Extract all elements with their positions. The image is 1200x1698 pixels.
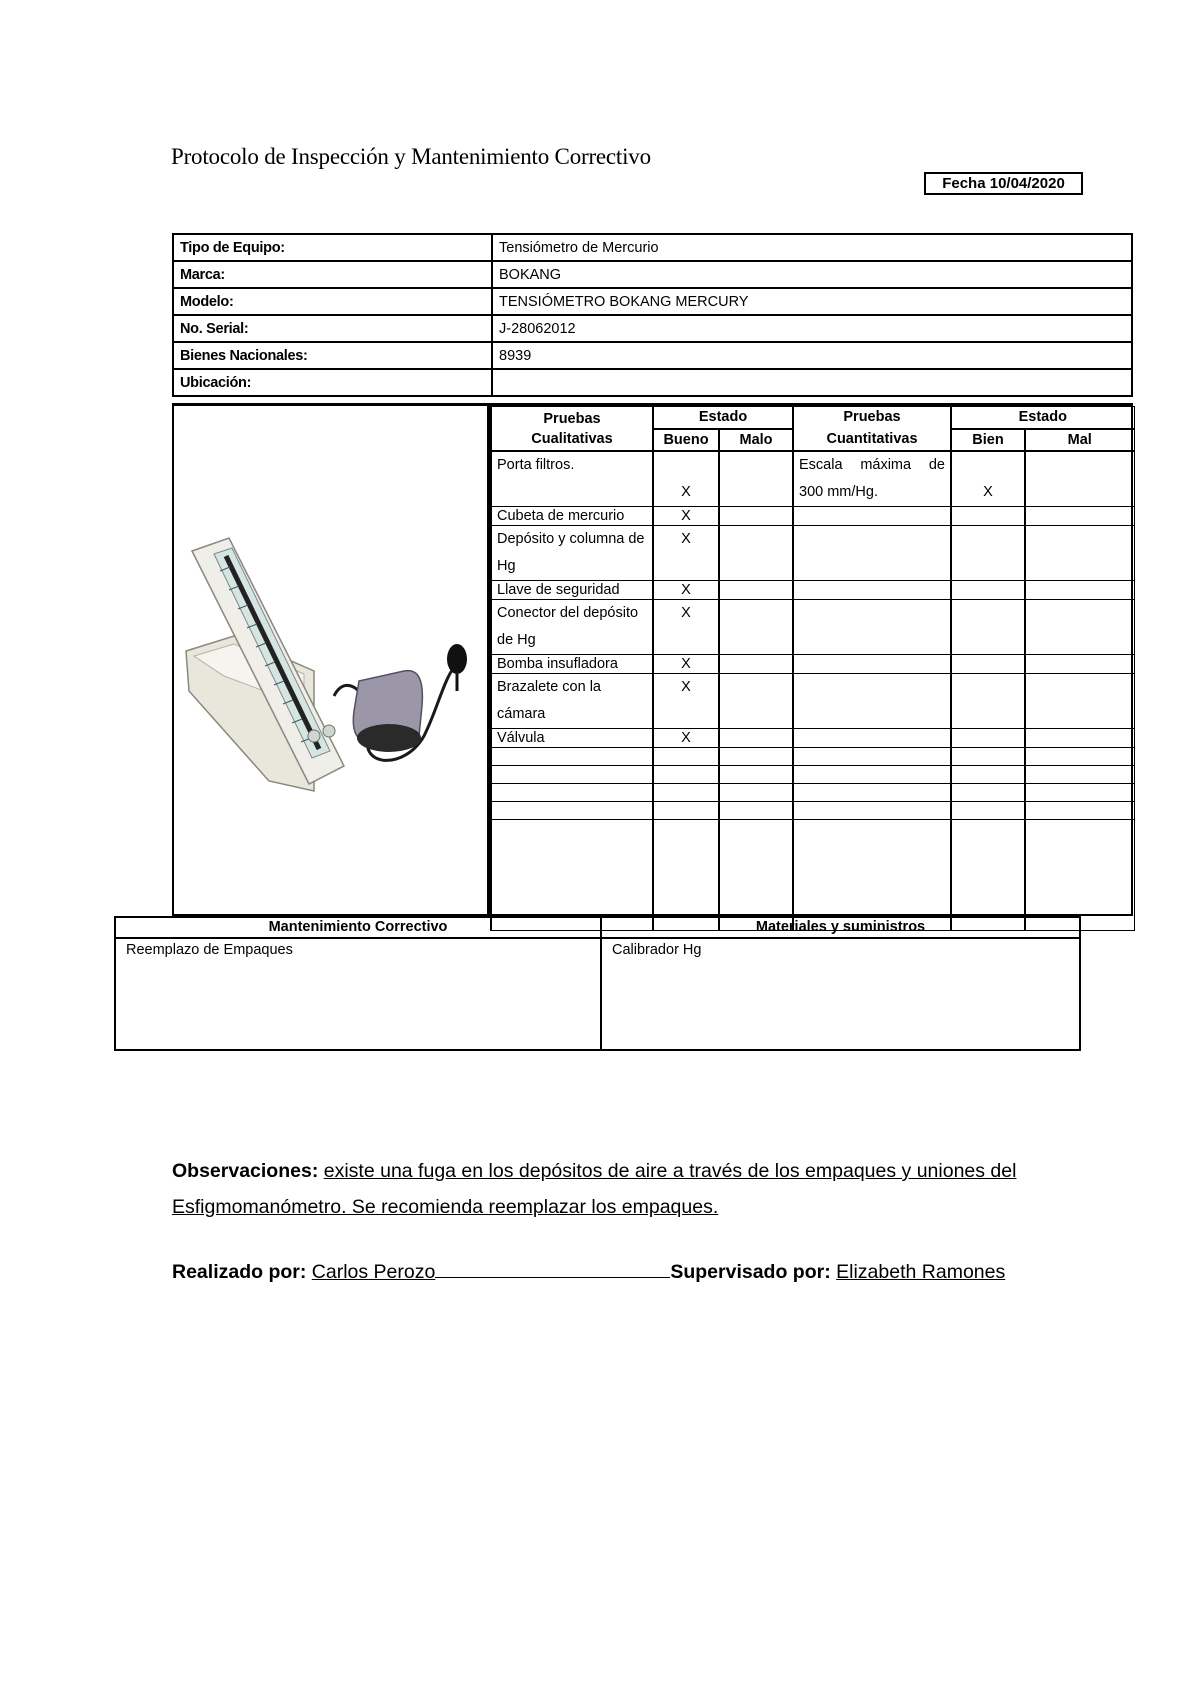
info-row	[173, 342, 1132, 369]
mal-mark	[1025, 526, 1134, 581]
observations-label: Observaciones:	[172, 1160, 319, 1182]
malo-mark	[719, 526, 793, 581]
pruebas-header: Pruebas	[793, 407, 951, 430]
info-label: Tipo de Equipo:	[173, 234, 492, 261]
bueno-mark: X	[653, 507, 719, 526]
mal-mark	[1025, 581, 1134, 600]
info-label: Ubicación:	[173, 369, 492, 396]
maintenance-value: Reemplazo de Empaques	[115, 938, 601, 1050]
signature-line	[435, 1257, 670, 1278]
table-row	[491, 600, 1134, 655]
mal-mark	[1025, 674, 1134, 729]
sphygmomanometer-image	[174, 406, 484, 917]
bien-mark	[951, 600, 1025, 655]
bueno-mark: X	[653, 581, 719, 600]
maintenance-table	[114, 916, 1081, 1051]
document-title: Protocolo de Inspección y Mantenimiento Correctivo	[171, 144, 651, 169]
quant-test	[793, 507, 951, 526]
empty-row	[491, 820, 1134, 931]
info-label: Modelo:	[173, 288, 492, 315]
tests-section	[172, 403, 1133, 916]
bien-mark	[951, 655, 1025, 674]
qual-test: Llave de seguridad	[491, 581, 653, 600]
observations	[172, 1153, 1052, 1225]
quant-test	[793, 655, 951, 674]
quant-test	[793, 729, 951, 748]
malo-mark	[719, 600, 793, 655]
supervisado-name: Elizabeth Ramones	[836, 1261, 1006, 1283]
supervisado-label: Supervisado por:	[670, 1261, 831, 1283]
info-row	[173, 234, 1132, 261]
tests-table	[490, 406, 1135, 931]
bueno-mark: X	[653, 674, 719, 729]
maintenance-header-row	[115, 917, 1080, 938]
materials-header: Materiales y suministros	[601, 917, 1080, 938]
info-value: Tensiómetro de Mercurio	[492, 234, 1132, 261]
bien-header: Bien	[951, 429, 1025, 451]
signatures	[172, 1257, 1005, 1284]
tests-header-row	[491, 407, 1134, 430]
quant-test	[793, 581, 951, 600]
bueno-mark: X	[653, 526, 719, 581]
bien-mark	[951, 507, 1025, 526]
info-label: Marca:	[173, 261, 492, 288]
mal-mark	[1025, 655, 1134, 674]
table-row	[491, 655, 1134, 674]
malo-mark	[719, 451, 793, 507]
malo-mark	[719, 507, 793, 526]
malo-mark	[719, 655, 793, 674]
quant-test	[793, 600, 951, 655]
empty-row	[491, 748, 1134, 766]
bueno-mark: X	[653, 729, 719, 748]
maintenance-body-row	[115, 938, 1080, 1050]
equipment-image-cell	[174, 406, 490, 914]
cualitativas-header: Cualitativas	[491, 429, 653, 451]
bien-mark	[951, 581, 1025, 600]
cuantitativas-header: Cuantitativas	[793, 429, 951, 451]
malo-mark	[719, 674, 793, 729]
quant-test	[793, 674, 951, 729]
info-value: TENSIÓMETRO BOKANG MERCURY	[492, 288, 1132, 315]
mal-mark	[1025, 507, 1134, 526]
qual-test: Cubeta de mercurio	[491, 507, 653, 526]
malo-mark	[719, 581, 793, 600]
qual-test: Depósito y columna de Hg	[491, 526, 653, 581]
qual-test: Brazalete con la cámara	[491, 674, 653, 729]
estado-header: Estado	[951, 407, 1134, 430]
qual-test: Porta filtros.	[491, 451, 653, 507]
info-row	[173, 315, 1132, 342]
empty-row	[491, 784, 1134, 802]
qual-test: Conector del depósito de Hg	[491, 600, 653, 655]
table-row	[491, 451, 1134, 507]
date-box: Fecha 10/04/2020	[924, 172, 1083, 195]
bien-mark	[951, 526, 1025, 581]
info-value	[492, 369, 1132, 396]
qual-test: Válvula	[491, 729, 653, 748]
info-label: No. Serial:	[173, 315, 492, 342]
bueno-mark: X	[653, 600, 719, 655]
observations-text: existe una fuga en los depósitos de aire a través de los empaques y uniones del Esfigmomanómetro. Se recomienda reemplazar los empaques.	[172, 1160, 1017, 1218]
table-row	[491, 507, 1134, 526]
info-row	[173, 288, 1132, 315]
bueno-mark: X	[653, 451, 719, 507]
maintenance-header: Mantenimiento Correctivo	[115, 917, 601, 938]
mal-mark	[1025, 451, 1134, 507]
table-row	[491, 674, 1134, 729]
info-row	[173, 261, 1132, 288]
malo-mark	[719, 729, 793, 748]
mal-mark	[1025, 729, 1134, 748]
bien-mark	[951, 729, 1025, 748]
quant-test: Escala máxima de 300 mm/Hg.	[793, 451, 951, 507]
mal-header: Mal	[1025, 429, 1134, 451]
empty-row	[491, 802, 1134, 820]
bien-mark: X	[951, 451, 1025, 507]
info-value: J-28062012	[492, 315, 1132, 342]
info-row	[173, 369, 1132, 396]
estado-header: Estado	[653, 407, 793, 430]
bueno-mark: X	[653, 655, 719, 674]
table-row	[491, 581, 1134, 600]
info-value: 8939	[492, 342, 1132, 369]
tests-subheader-row	[491, 429, 1134, 451]
bueno-header: Bueno	[653, 429, 719, 451]
materials-value: Calibrador Hg	[601, 938, 1080, 1050]
quant-test	[793, 526, 951, 581]
malo-header: Malo	[719, 429, 793, 451]
info-value: BOKANG	[492, 261, 1132, 288]
qual-test: Bomba insufladora	[491, 655, 653, 674]
pruebas-header: Pruebas	[491, 407, 653, 430]
bien-mark	[951, 674, 1025, 729]
realizado-name: Carlos Perozo	[311, 1261, 436, 1283]
empty-row	[491, 766, 1134, 784]
table-row	[491, 526, 1134, 581]
info-label: Bienes Nacionales:	[173, 342, 492, 369]
table-row	[491, 729, 1134, 748]
mal-mark	[1025, 600, 1134, 655]
equipment-info-table	[172, 233, 1133, 397]
realizado-label: Realizado por:	[172, 1261, 307, 1283]
